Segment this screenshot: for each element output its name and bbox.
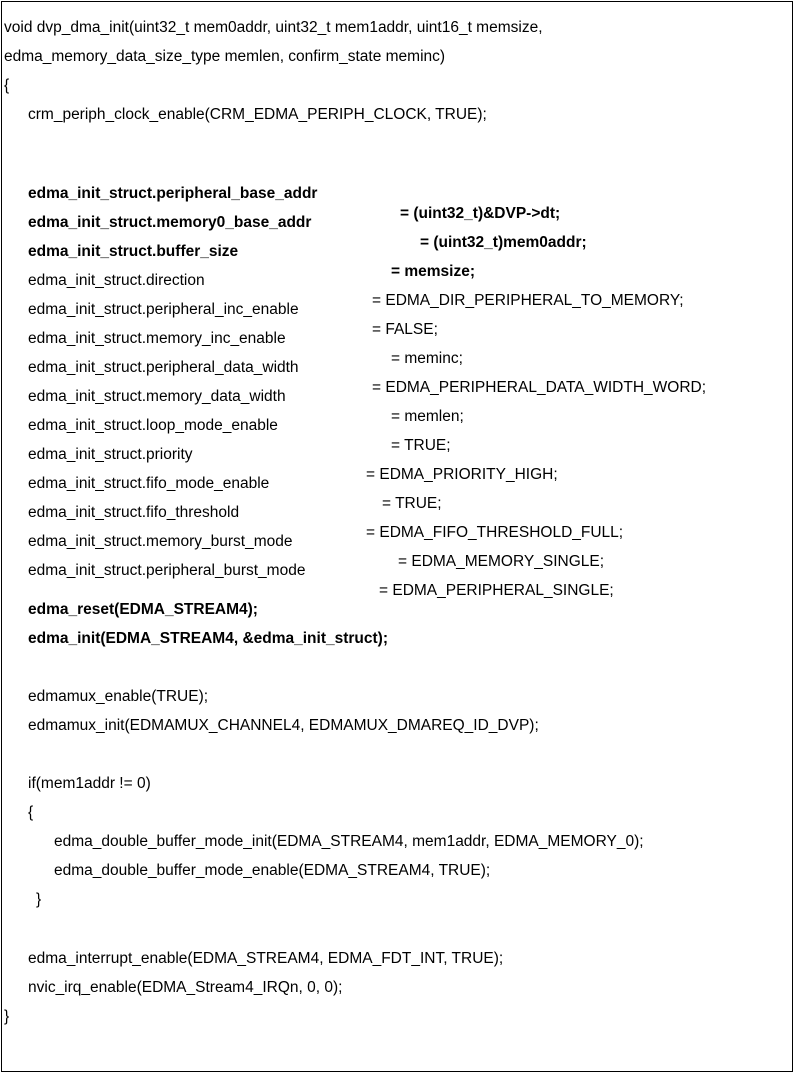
assign-lhs: edma_init_struct.memory_data_width: [28, 388, 286, 405]
if-statement-line: if(mem1addr != 0): [28, 775, 151, 792]
assign-rhs: = EDMA_FIFO_THRESHOLD_FULL;: [366, 524, 624, 541]
assign-rhs: = EDMA_PERIPHERAL_DATA_WIDTH_WORD;: [372, 379, 707, 396]
edmamux-init-line: edmamux_init(EDMAMUX_CHANNEL4, EDMAMUX_DMAREQ_ID_DVP);: [28, 717, 539, 734]
assign-rhs: = memsize;: [391, 263, 476, 280]
if-open-brace: {: [28, 804, 34, 821]
double-buffer-init-line: edma_double_buffer_mode_init(EDMA_STREAM4, mem1addr, EDMA_MEMORY_0);: [54, 833, 644, 850]
assign-lhs: edma_init_struct.loop_mode_enable: [28, 417, 278, 434]
assign-rhs: = EDMA_PRIORITY_HIGH;: [366, 466, 558, 483]
assign-rhs: = EDMA_DIR_PERIPHERAL_TO_MEMORY;: [372, 292, 684, 309]
assign-rhs: = memlen;: [391, 408, 464, 425]
assign-lhs: edma_init_struct.fifo_threshold: [28, 504, 240, 521]
assign-lhs: edma_init_struct.peripheral_data_width: [28, 359, 299, 376]
double-buffer-enable-line: edma_double_buffer_mode_enable(EDMA_STREAM4, TRUE);: [54, 862, 491, 879]
assign-lhs: edma_init_struct.priority: [28, 446, 193, 463]
assign-lhs: edma_init_struct.fifo_mode_enable: [28, 475, 270, 492]
assign-rhs: = (uint32_t)&DVP->dt;: [400, 205, 561, 222]
assign-rhs: = (uint32_t)mem0addr;: [420, 234, 587, 251]
edma-init-line: edma_init(EDMA_STREAM4, &edma_init_struct);: [28, 630, 389, 647]
assign-lhs: edma_init_struct.peripheral_base_addr: [28, 185, 318, 202]
if-close-brace: }: [36, 891, 42, 908]
assign-line: [2, 164, 561, 222]
edma-reset-line: edma_reset(EDMA_STREAM4);: [28, 601, 258, 618]
assign-lhs: edma_init_struct.direction: [28, 272, 205, 289]
document-frame: [1, 1, 793, 1072]
edmamux-enable-line: edmamux_enable(TRUE);: [28, 688, 209, 705]
function-signature-line-1: void dvp_dma_init(uint32_t mem0addr, uint32_t mem1addr, uint16_t memsize,: [4, 19, 543, 36]
assign-rhs: = EDMA_MEMORY_SINGLE;: [398, 553, 605, 570]
assign-rhs: = meminc;: [391, 350, 463, 367]
assign-lhs: edma_init_struct.buffer_size: [28, 243, 239, 260]
interrupt-enable-line: edma_interrupt_enable(EDMA_STREAM4, EDMA_FDT_INT, TRUE);: [28, 950, 504, 967]
assign-lhs: edma_init_struct.memory_inc_enable: [28, 330, 286, 347]
assign-lhs: edma_init_struct.peripheral_burst_mode: [28, 562, 306, 579]
assign-lhs: edma_init_struct.memory_burst_mode: [28, 533, 293, 550]
assign-lhs: edma_init_struct.peripheral_inc_enable: [28, 301, 299, 318]
assign-rhs: = TRUE;: [382, 495, 442, 512]
open-brace: {: [4, 77, 10, 94]
nvic-enable-line: nvic_irq_enable(EDMA_Stream4_IRQn, 0, 0);: [28, 979, 343, 996]
function-signature-line-2: edma_memory_data_size_type memlen, confirm_state meminc): [4, 48, 446, 65]
close-brace: }: [4, 1008, 10, 1025]
assign-rhs: = TRUE;: [391, 437, 451, 454]
assign-lhs: edma_init_struct.memory0_base_addr: [28, 214, 312, 231]
assign-rhs: = FALSE;: [372, 321, 438, 338]
clock-enable-line: crm_periph_clock_enable(CRM_EDMA_PERIPH_CLOCK, TRUE);: [28, 106, 487, 123]
assign-rhs: = EDMA_PERIPHERAL_SINGLE;: [379, 582, 614, 599]
